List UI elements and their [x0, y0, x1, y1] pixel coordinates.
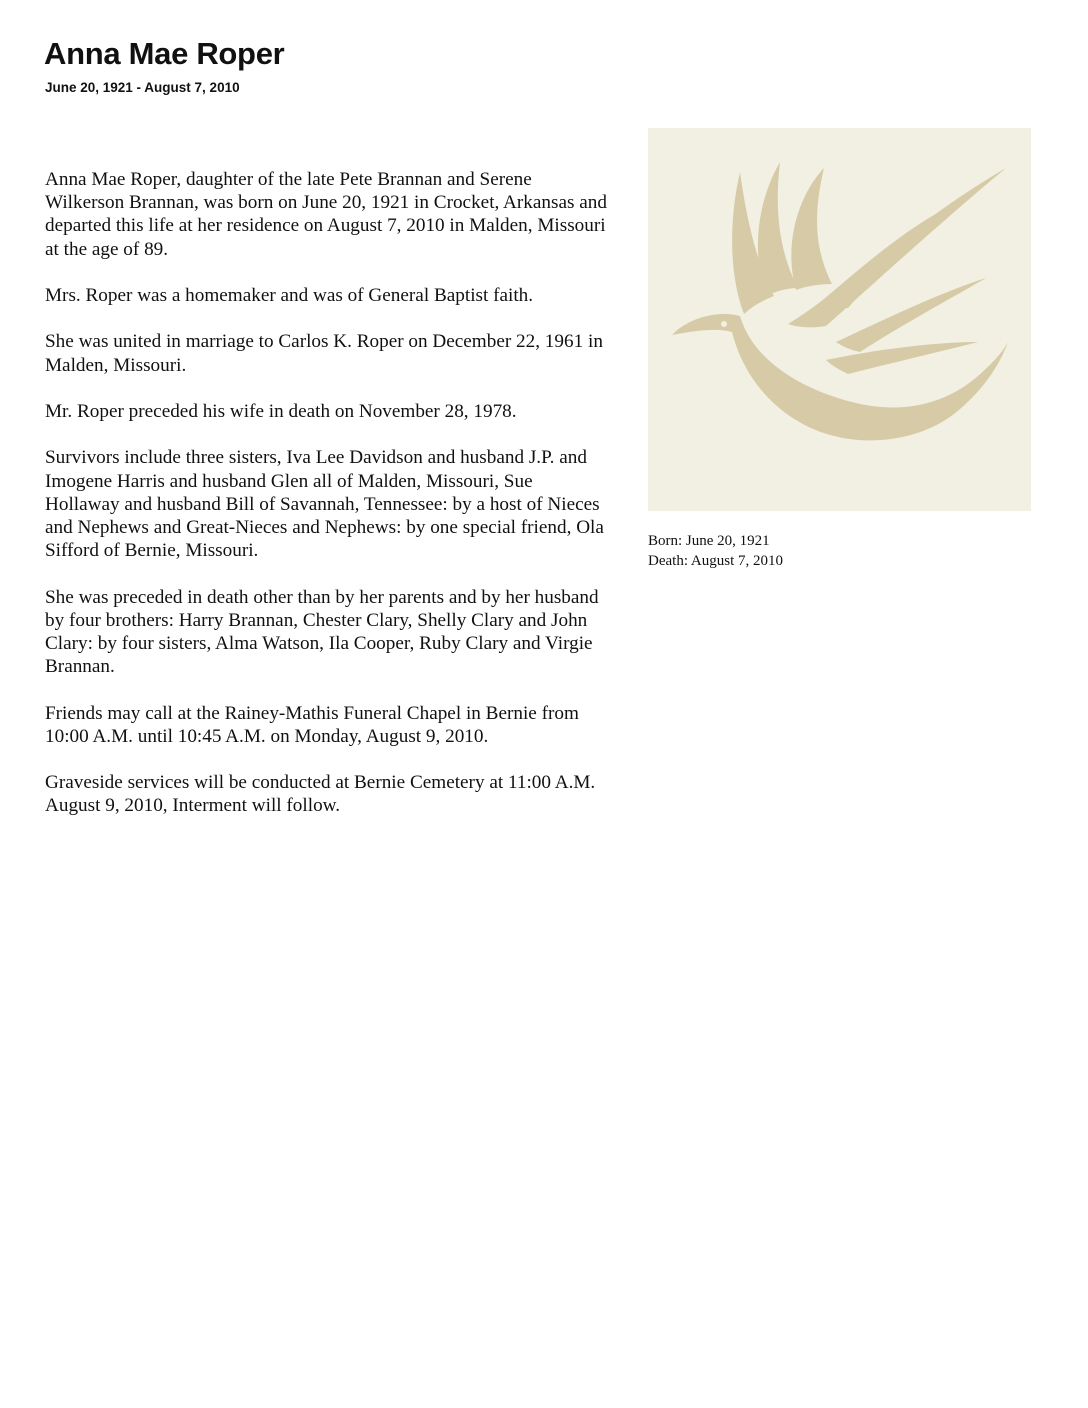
- obituary-paragraph: Friends may call at the Rainey-Mathis Funeral Chapel in Bernie from 10:00 A.M. until 10:45 A.M. on Monday, August 9, 2010.: [45, 702, 579, 747]
- obituary-paragraph: Mrs. Roper was a homemaker and was of General Baptist faith.: [45, 285, 534, 306]
- dove-head: [721, 321, 727, 327]
- dove-image: [648, 128, 1031, 511]
- dove-body-stroke: [672, 314, 1008, 440]
- obituary-paragraph: Graveside services will be conducted at Bernie Cemetery at 11:00 A.M. August 9, 2010, Interment will follow.: [45, 772, 596, 817]
- dove-feather: [758, 162, 798, 296]
- born-date: Born: June 20, 1921: [648, 533, 770, 549]
- obituary-paragraph: Mr. Roper preceded his wife in death on November 28, 1978.: [45, 400, 517, 422]
- dove-icon: [648, 128, 1031, 511]
- dove-feather: [791, 168, 832, 290]
- death-date: Death: August 7, 2010: [648, 553, 783, 569]
- obituary-text: [45, 168, 610, 841]
- obituary-paragraph: Survivors include three sisters, Iva Lee Davidson and husband J.P. and Imogene Harris and husband Glen all of Malden, Missouri, Sue Hollaway and husband Bill of Savannah, Tennessee: by a host of Nieces and Nephews and Great-Nieces and Nephews: by one special friend, Ola Sifford of Bernie, Missouri.: [45, 447, 604, 562]
- life-dates: June 20, 1921 - August 7, 2010: [45, 80, 240, 95]
- side-dates: [648, 531, 783, 571]
- page-title: Anna Mae Roper: [44, 36, 285, 71]
- obituary-paragraph: She was united in marriage to Carlos K. Roper on December 22, 1961 in Malden, Missouri.: [45, 331, 603, 376]
- obituary-paragraph: Anna Mae Roper, daughter of the late Pete Brannan and Serene Wilkerson Brannan, was born on June 20, 1921 in Crocket, Arkansas and departed this life at her residence on August 7, 2010 in Malden, Missouri at the age of 89.: [45, 169, 607, 260]
- obituary-paragraph: She was preceded in death other than by her parents and by her husband by four brothers: Harry Brannan, Chester Clary, Shelly Clary and John Clary: by four sisters, Alma Watson, Ila Cooper, Ruby Clary and Virgie Brannan.: [45, 586, 599, 678]
- dove-feather: [818, 198, 966, 308]
